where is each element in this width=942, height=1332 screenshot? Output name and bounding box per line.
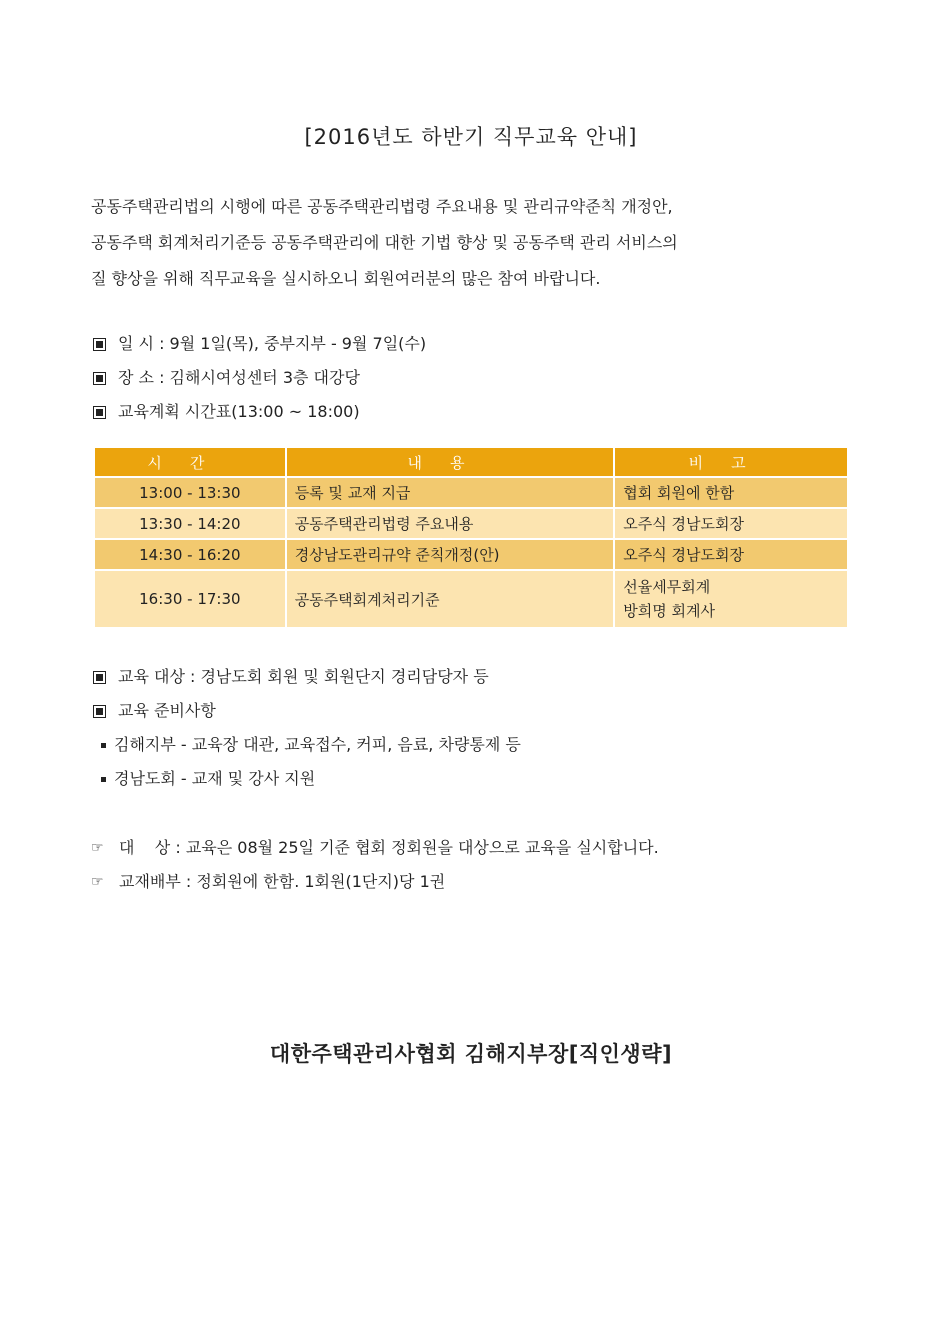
table-row: [95, 539, 847, 570]
cell-note-line: 선율세무회계: [623, 578, 711, 596]
prep-item-text: 김해지부 - 교육장 대관, 교육접수, 커피, 음료, 차량통제 등: [114, 735, 521, 754]
info-schedule-title: [91, 395, 871, 429]
small-square-bullet-icon: [101, 777, 106, 782]
table-row: [95, 477, 847, 508]
intro-line: 질 향상을 위해 직무교육을 실시하오니 회원여러분의 많은 참여 바랍니다.: [91, 269, 601, 288]
intro-paragraph: [91, 193, 861, 301]
square-bullet-icon: [93, 372, 106, 385]
notice-target: [91, 831, 871, 865]
cell-note: 오주식 경남도회장: [614, 539, 847, 570]
notices-list: [91, 831, 871, 899]
small-square-bullet-icon: [101, 743, 106, 748]
pointing-hand-icon: ☞: [91, 840, 104, 856]
square-bullet-icon: [93, 406, 106, 419]
intro-line: 공동주택관리법의 시행에 따른 공동주택관리법령 주요내용 및 관리규약준칙 개정안,: [91, 197, 673, 216]
prep-item: [91, 728, 871, 762]
cell-time: 16:30 - 17:30: [95, 570, 286, 627]
square-bullet-icon: [93, 705, 106, 718]
notice-materials: [91, 865, 871, 899]
notice-text: 교재배부 : 정회원에 한함. 1회원(1단지)당 1권: [119, 872, 446, 891]
prep-item-text: 경남도회 - 교재 및 강사 지원: [114, 769, 316, 788]
cell-note: [614, 570, 847, 627]
info-datetime-text: 일 시 : 9월 1일(목), 중부지부 - 9월 7일(수): [118, 334, 427, 353]
notice-text: 대 상 : 교육은 08월 25일 기준 협회 정회원을 대상으로 교육을 실시합니다.: [119, 838, 659, 857]
cell-content: 공동주택관리법령 주요내용: [286, 508, 615, 539]
square-bullet-icon: [93, 338, 106, 351]
header-time: 시간: [95, 447, 286, 477]
schedule-table: [95, 446, 847, 627]
info-place: [91, 361, 871, 395]
cell-time: 13:00 - 13:30: [95, 477, 286, 508]
pointing-hand-icon: ☞: [91, 874, 104, 890]
cell-note: 협회 회원에 한함: [614, 477, 847, 508]
square-bullet-icon: [93, 671, 106, 684]
info-schedule-title-text: 교육계획 시간표(13:00 ~ 18:00): [118, 402, 360, 421]
table-row: [95, 508, 847, 539]
cell-content: 등록 및 교재 지급: [286, 477, 615, 508]
detail-target: [91, 660, 871, 694]
schedule-header-row: [95, 447, 847, 477]
detail-prep-title: [91, 694, 871, 728]
cell-content: 경상남도관리규약 준칙개정(안): [286, 539, 615, 570]
document-title: [2016년도 하반기 직무교육 안내]: [304, 125, 638, 149]
cell-note-line: 방희명 회계사: [623, 602, 715, 620]
issuer-signature: 대한주택관리사협회 김해지부장[직인생략]: [269, 1042, 673, 1066]
table-row: [95, 570, 847, 627]
cell-content: 공동주택회계처리기준: [286, 570, 615, 627]
cell-time: 13:30 - 14:20: [95, 508, 286, 539]
header-content: 내용: [286, 447, 615, 477]
info-place-text: 장 소 : 김해시여성센터 3층 대강당: [118, 368, 360, 387]
details-list: [91, 660, 871, 796]
intro-line: 공동주택 회계처리기준등 공동주택관리에 대한 기법 향상 및 공동주택 관리 서비스의: [91, 233, 678, 252]
cell-note: 오주식 경남도회장: [614, 508, 847, 539]
header-note: 비고: [614, 447, 847, 477]
prep-item: [91, 762, 871, 796]
info-list: [91, 327, 871, 429]
info-datetime: [91, 327, 871, 361]
detail-prep-title-text: 교육 준비사항: [118, 701, 216, 720]
cell-time: 14:30 - 16:20: [95, 539, 286, 570]
detail-target-text: 교육 대상 : 경남도회 회원 및 회원단지 경리담당자 등: [118, 667, 489, 686]
